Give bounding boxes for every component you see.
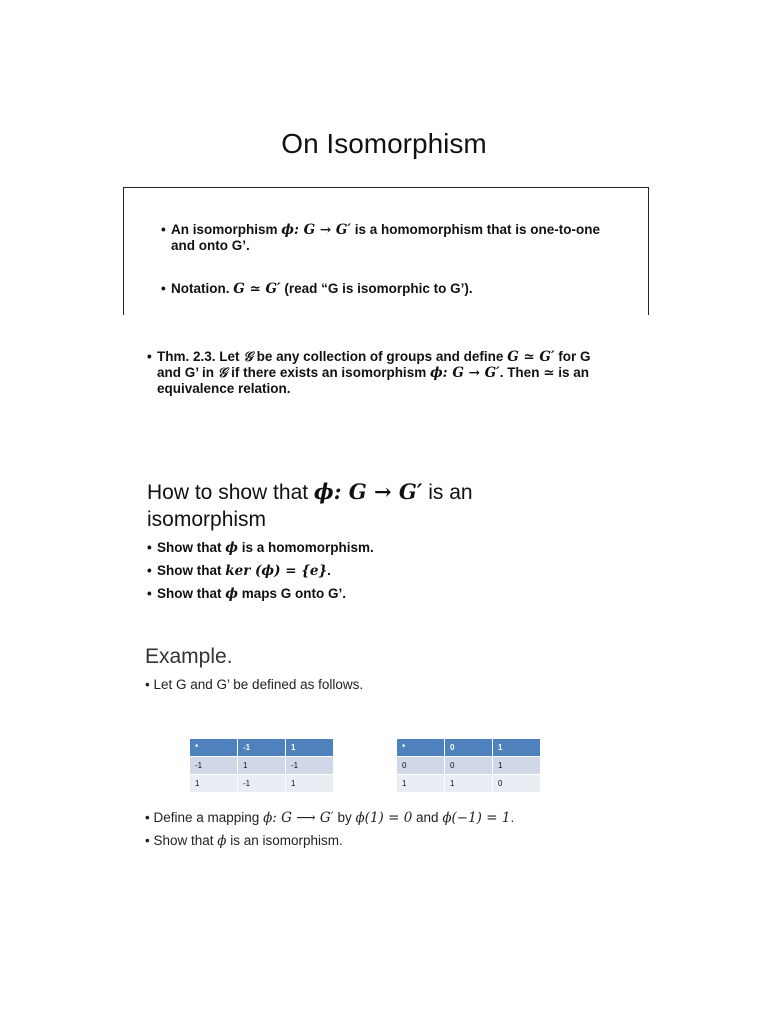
table-row [397, 757, 541, 775]
table-cell: * [190, 739, 238, 757]
thm-text: . Then [499, 365, 544, 380]
show-isomorphism [145, 833, 343, 849]
thm-math: 𝒢 [243, 349, 253, 365]
bullet-dot: • [147, 540, 152, 555]
thm-text: for G [554, 349, 591, 364]
def-line2: and onto G’. [171, 238, 250, 253]
example-heading: Example. [145, 645, 233, 668]
step-text: maps G onto G’. [237, 586, 346, 601]
table-cell: 0 [397, 757, 445, 775]
table-header-row [397, 739, 541, 757]
mapping-text: and [412, 810, 443, 825]
isomorphism-definition [161, 222, 621, 254]
bullet-dot: • [145, 833, 150, 848]
table-header-row [190, 739, 334, 757]
theorem-2-3 [147, 349, 647, 397]
table-cell: 1 [286, 775, 334, 793]
def-text-pre: An isomorphism [171, 222, 282, 237]
show-text: Show that [153, 833, 218, 848]
mapping-text: Define a mapping [153, 810, 264, 825]
mapping-math: ϕ(1) = 0 [355, 810, 413, 826]
step-text: is a homomorphism. [237, 540, 374, 555]
bullet-dot: • [147, 586, 152, 601]
table-cell: 0 [445, 757, 493, 775]
table-cell: 1 [190, 775, 238, 793]
step-onto [147, 586, 346, 602]
mapping-text: by [333, 810, 356, 825]
step-text: Show that [157, 540, 226, 555]
notation-pre: Notation. [171, 281, 234, 296]
howto-heading-text: isomorphism [147, 508, 267, 531]
def-math: ϕ: G → G′ [281, 222, 351, 238]
table-row [190, 757, 334, 775]
table-cell: 0 [445, 739, 493, 757]
show-math: ϕ [217, 833, 227, 849]
step-math: ϕ [225, 586, 238, 602]
table-cell: 1 [445, 775, 493, 793]
mapping-math: ϕ: G ⟶ G′ [263, 810, 334, 826]
thm-text: and G’ in [157, 365, 218, 380]
thm-text: equivalence relation. [157, 381, 291, 396]
bullet-dot: • [145, 810, 150, 825]
notation-math: G ≃ G′ [233, 281, 281, 297]
mapping-math: ϕ(−1) = 1 [442, 810, 511, 826]
thm-math: 𝒢 [217, 365, 228, 381]
thm-text: if there exists an isomorphism [227, 365, 430, 380]
thm-math: G ≃ G′ [507, 349, 555, 365]
show-text: is an isomorphism. [226, 833, 343, 848]
thm-text: is an [554, 365, 590, 380]
step-kernel [147, 563, 331, 579]
table-cell: 1 [286, 739, 334, 757]
table-cell: 1 [397, 775, 445, 793]
table-cell: -1 [190, 757, 238, 775]
bullet-dot: • [147, 563, 152, 578]
table-cell: * [397, 739, 445, 757]
thm-math: ≃ [543, 365, 555, 381]
table-row [397, 775, 541, 793]
step-math: ϕ [225, 540, 238, 556]
notation-post: (read “G is isomorphic to G’). [280, 281, 473, 296]
group-table-g [189, 738, 334, 793]
howto-heading-text: How to show that [147, 481, 314, 504]
group-table-g-prime [396, 738, 541, 793]
mapping-text: . [510, 810, 515, 825]
table-cell: -1 [238, 739, 286, 757]
step-homomorphism [147, 540, 374, 556]
howto-heading-math: ϕ: G → G′ [313, 479, 423, 504]
step-math: ker (ϕ) = {e} [225, 563, 328, 579]
bullet-dot: • [161, 222, 166, 237]
thm-math: ϕ: G → G′ [429, 365, 500, 381]
notation-line [161, 281, 631, 297]
thm-text: be any collection of groups and define [252, 349, 508, 364]
thm-text: Thm. 2.3. Let [157, 349, 244, 364]
step-text: . [327, 563, 331, 578]
example-intro-text: Let G and G’ be defined as follows. [153, 677, 364, 692]
table-cell: 0 [493, 775, 541, 793]
step-text: Show that [157, 563, 226, 578]
table-cell: 1 [493, 739, 541, 757]
mapping-definition [145, 810, 514, 826]
table-cell: 1 [238, 757, 286, 775]
table-cell: -1 [286, 757, 334, 775]
step-text: Show that [157, 586, 226, 601]
bullet-dot: • [147, 349, 152, 364]
table-cell: 1 [493, 757, 541, 775]
example-intro [145, 677, 363, 692]
table-cell: -1 [238, 775, 286, 793]
bullet-dot: • [145, 677, 150, 692]
howto-heading-text: is an [422, 481, 473, 504]
table-row [190, 775, 334, 793]
page-title: On Isomorphism [281, 128, 487, 159]
howto-heading [147, 478, 647, 533]
bullet-dot: • [161, 281, 166, 296]
def-text-post: is a homomorphism that is one-to-one [351, 222, 601, 237]
